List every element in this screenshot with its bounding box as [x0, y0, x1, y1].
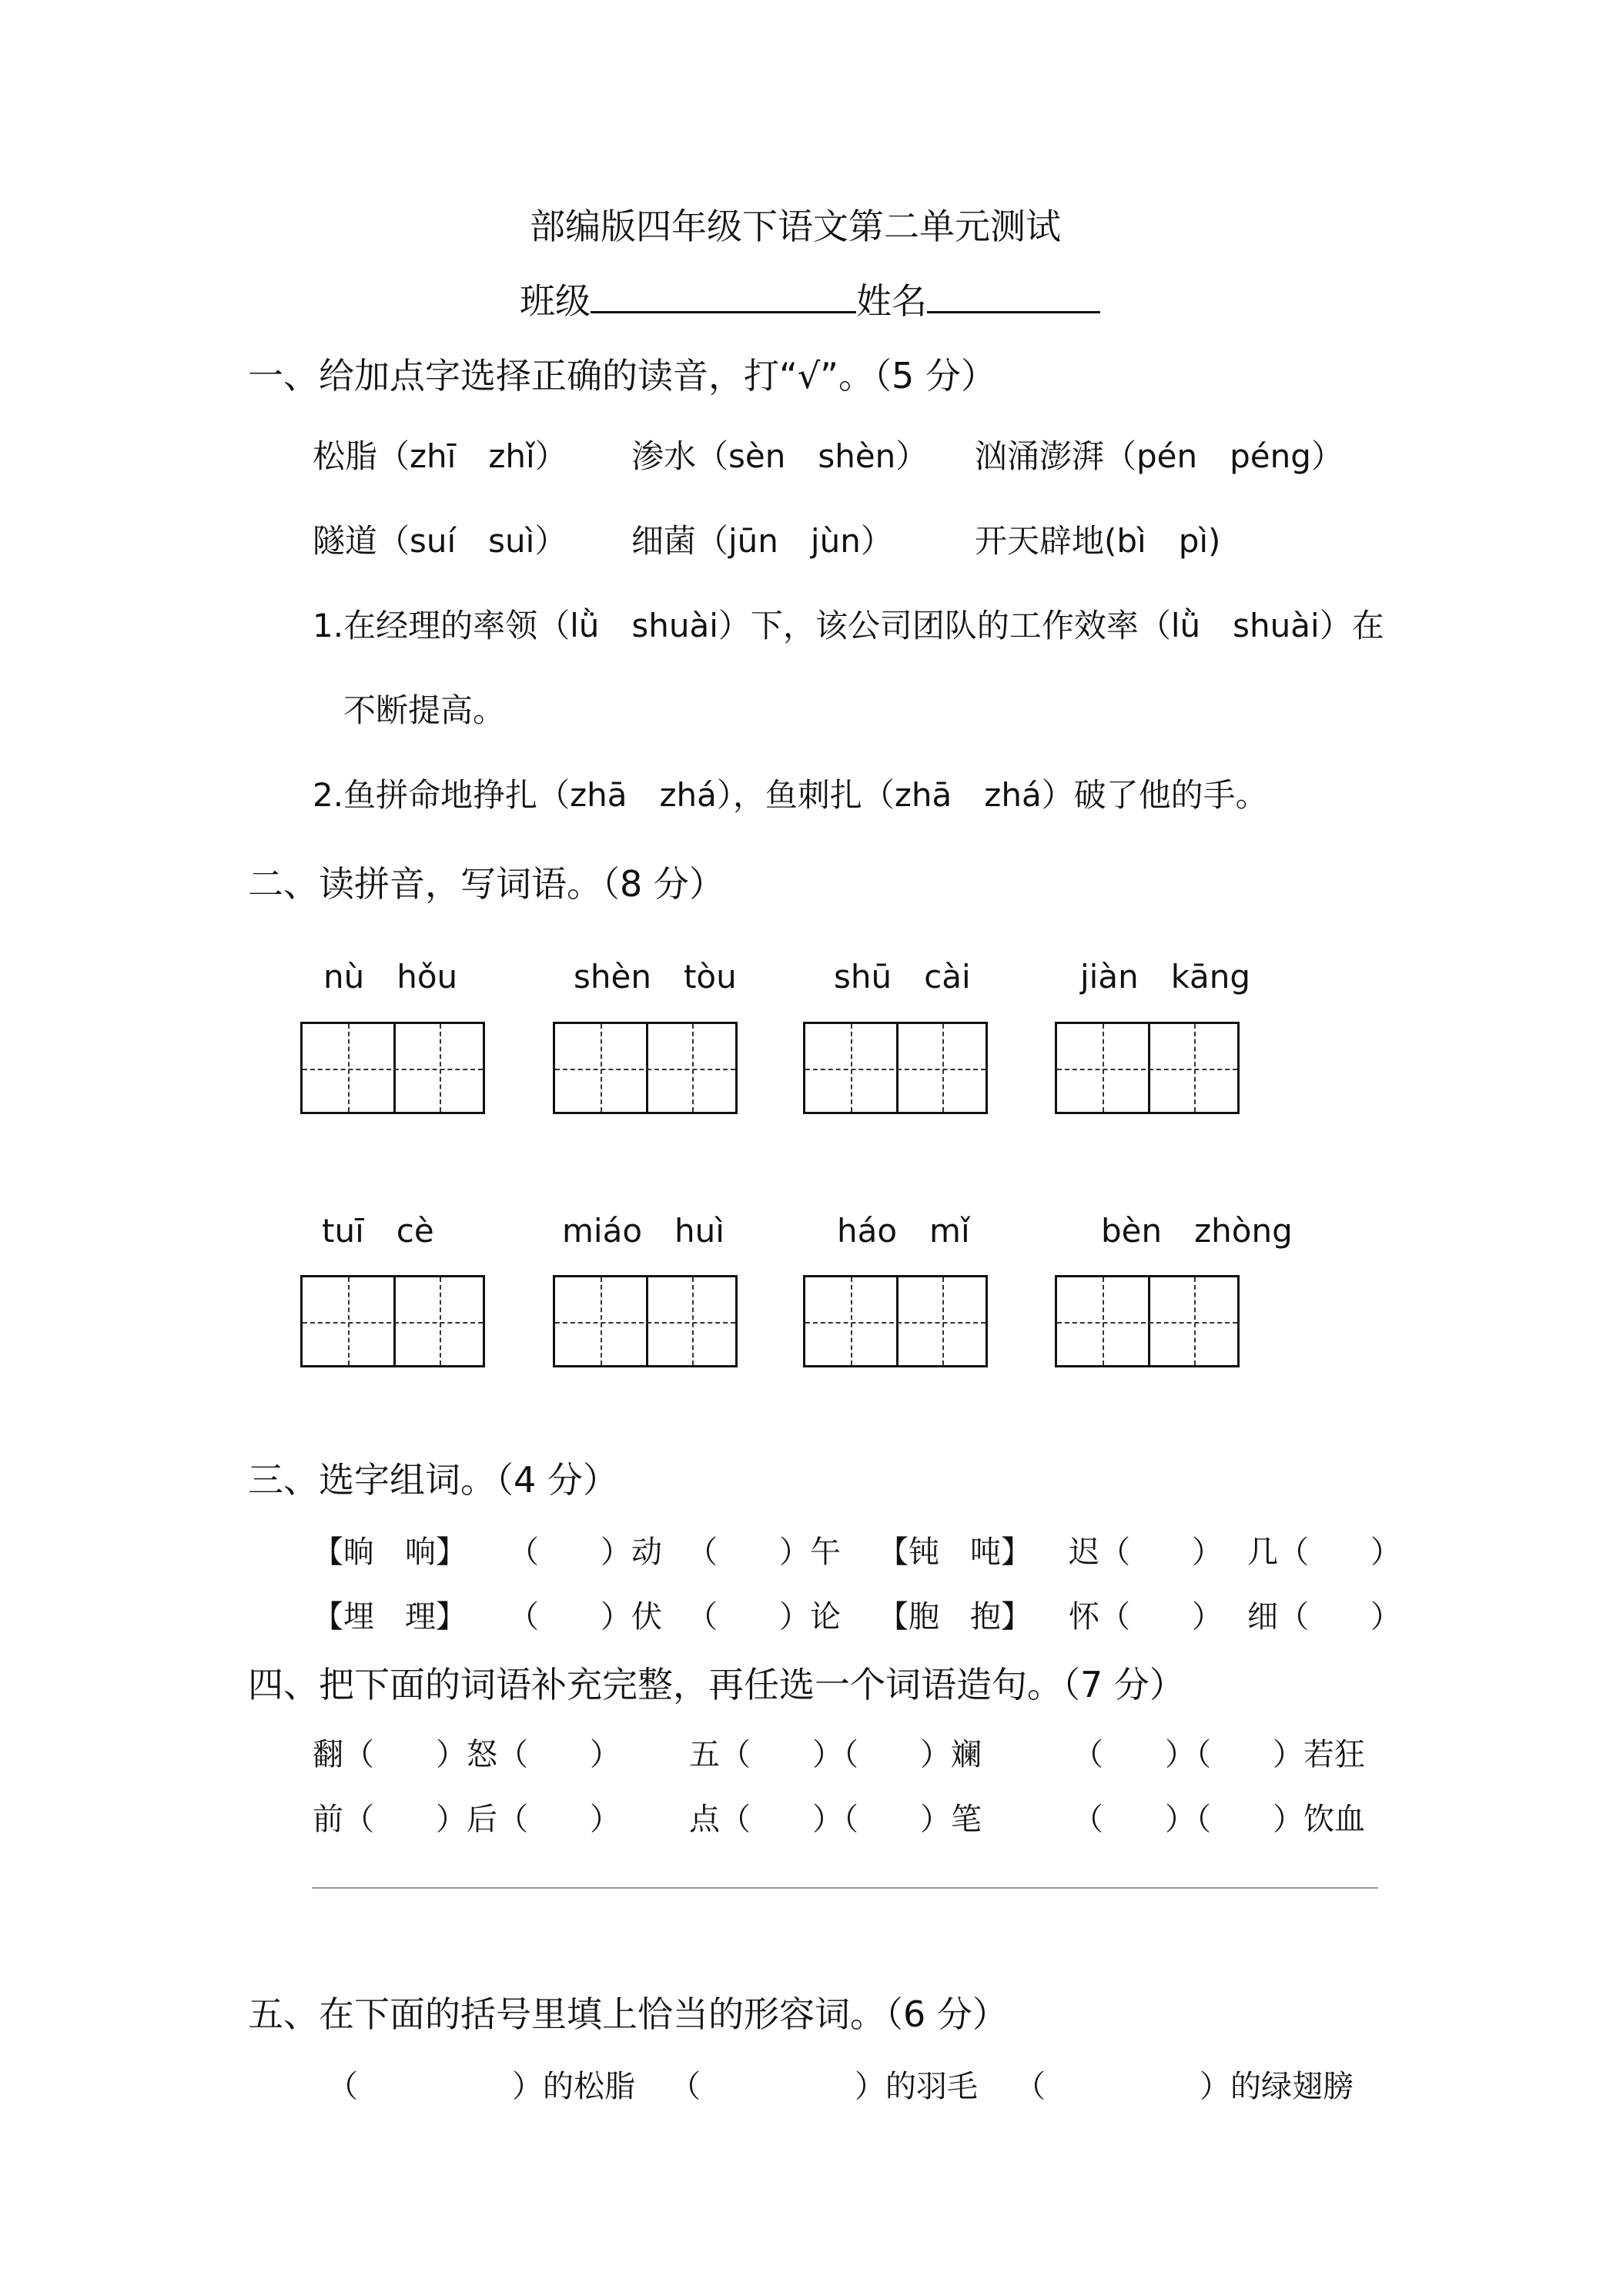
class-label: 班级 [520, 280, 591, 322]
s3-blank[interactable]: 几（ ） [1247, 1535, 1401, 1570]
s5-blank[interactable]: （ ）的绿翅膀 [1015, 2069, 1354, 2104]
s3-blank[interactable]: （ ）动 [508, 1535, 662, 1570]
s4-idiom[interactable]: 前（ ）后（ ） [313, 1802, 621, 1837]
character-grid[interactable] [803, 1022, 988, 1114]
section-2-heading: 二、读拼音，写词语。（8 分） [248, 863, 724, 905]
pinyin-label: shū cài [834, 958, 971, 996]
sentence-answer-line[interactable] [312, 1887, 1378, 1889]
pinyin-label: miáo huì [562, 1212, 724, 1250]
s3-char-pair: 【晌 响】 [313, 1535, 467, 1570]
character-grid[interactable] [300, 1275, 485, 1367]
s5-blank[interactable]: （ ）的羽毛 [670, 2069, 978, 2104]
character-grid[interactable] [300, 1022, 485, 1114]
s1-item[interactable]: 渗水（sèn shèn） [631, 437, 929, 475]
pinyin-label: shèn tòu [574, 958, 737, 996]
s3-blank[interactable]: 迟（ ） [1069, 1535, 1223, 1570]
section-5-heading: 五、在下面的括号里填上恰当的形容词。（6 分） [248, 1993, 1008, 2035]
pinyin-label: jiàn kāng [1080, 958, 1251, 996]
s1-item[interactable]: 松脂（zhī zhǐ） [313, 437, 567, 475]
character-grid[interactable] [803, 1275, 988, 1367]
character-grid[interactable] [1055, 1275, 1240, 1367]
section-1-heading: 一、给加点字选择正确的读音，打“√”。（5 分） [248, 355, 996, 397]
character-grid[interactable] [553, 1275, 738, 1367]
name-label: 姓名 [856, 280, 927, 322]
pinyin-label: háo mǐ [837, 1212, 970, 1250]
s3-char-pair: 【钝 吨】 [878, 1535, 1032, 1570]
section-4-heading: 四、把下面的词语补充完整，再任选一个词语造句。（7 分） [248, 1664, 1185, 1705]
s1-item[interactable]: 开天辟地(bì pì) [975, 522, 1221, 560]
s1-question-2[interactable]: 2.鱼拼命地挣扎（zhā zhá），鱼刺扎（zhā zhá）破了他的手。 [313, 776, 1268, 814]
s3-char-pair: 【埋 理】 [313, 1599, 467, 1635]
s4-idiom[interactable]: 点（ ）（ ）笔 [689, 1802, 982, 1837]
s4-idiom[interactable]: 翻（ ）怒（ ） [313, 1737, 621, 1772]
s1-item[interactable]: 细菌（jūn jùn） [631, 522, 893, 560]
s1-item[interactable]: 汹涌澎湃（pén péng） [975, 437, 1344, 475]
s4-idiom[interactable]: （ ）（ ）若狂 [1073, 1737, 1365, 1772]
character-grid[interactable] [1055, 1022, 1240, 1114]
s3-char-pair: 【胞 抱】 [878, 1599, 1032, 1635]
s3-blank[interactable]: （ ）论 [687, 1599, 841, 1635]
s1-question-1[interactable]: 1.在经理的率领（lǜ shuài）下，该公司团队的工作效率（lǜ shuài）在 [313, 607, 1384, 644]
s1-question-1-cont: 不断提高。 [343, 691, 506, 729]
s3-blank[interactable]: 细（ ） [1247, 1599, 1401, 1635]
s4-idiom[interactable]: 五（ ）（ ）斓 [689, 1737, 982, 1772]
s1-item[interactable]: 隧道（suí suì） [313, 522, 567, 560]
pinyin-label: nù hǒu [323, 958, 458, 996]
class-blank[interactable] [591, 306, 856, 313]
s5-blank[interactable]: （ ）的松脂 [327, 2069, 635, 2104]
s4-idiom[interactable]: （ ）（ ）饮血 [1073, 1802, 1365, 1837]
page-title: 部编版四年级下语文第二单元测试 [530, 206, 1061, 247]
character-grid[interactable] [553, 1022, 738, 1114]
s3-blank[interactable]: （ ）午 [687, 1535, 841, 1570]
name-blank[interactable] [927, 306, 1100, 313]
s3-blank[interactable]: 怀（ ） [1069, 1599, 1223, 1635]
pinyin-label: bèn zhòng [1101, 1212, 1293, 1250]
class-name-line [520, 273, 1100, 324]
pinyin-label: tuī cè [322, 1212, 434, 1250]
section-3-heading: 三、选字组词。（4 分） [248, 1459, 618, 1501]
s3-blank[interactable]: （ ）伏 [508, 1599, 662, 1635]
